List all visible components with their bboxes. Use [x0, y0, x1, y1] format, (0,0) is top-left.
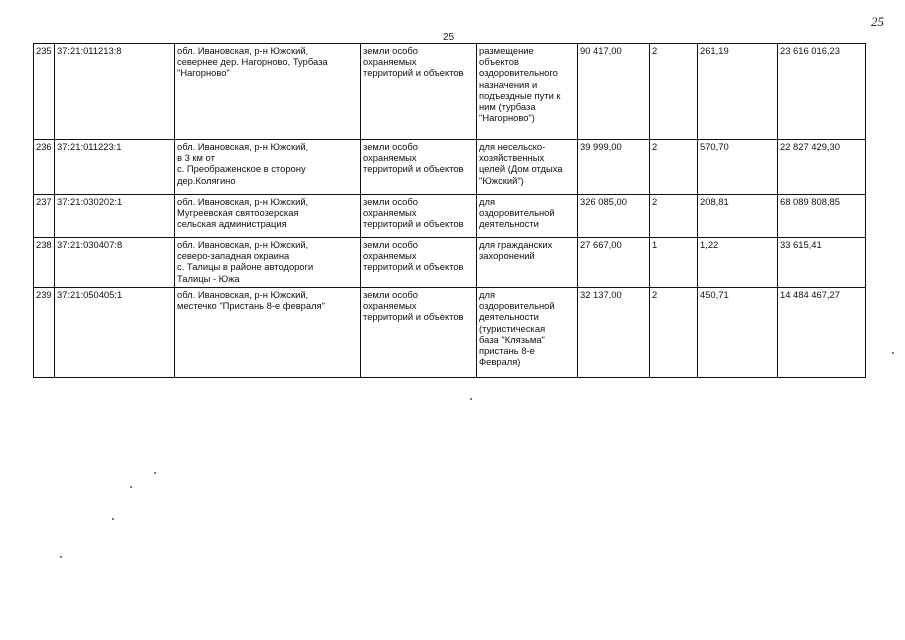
permitted-use: для оздоровительной деятельности (туристическая база "Клязьма" пристань 8-е Февраля) [477, 288, 578, 378]
cadastral-value: 23 616 016,23 [778, 44, 866, 140]
scan-speck [112, 518, 114, 520]
permitted-use: для гражданских захоронений [477, 238, 578, 288]
permitted-use: для несельско- хозяйственных целей (Дом отдыха "Южский") [477, 140, 578, 195]
table-row [34, 195, 866, 238]
scan-speck [470, 398, 472, 400]
permitted-use: размещение объектов оздоровительного назначения и подъездные пути к ним (турбаза "Нагорново") [477, 44, 578, 140]
address: обл. Ивановская, р-н Южский, местечко "Пристань 8-е февраля" [175, 288, 361, 378]
land-category: земли особо охраняемых территорий и объектов [361, 44, 477, 140]
area: 326 085,00 [578, 195, 650, 238]
group: 2 [650, 195, 698, 238]
scan-speck [130, 486, 132, 488]
row-number: 237 [34, 195, 55, 238]
cadastral-value: 33 615,41 [778, 238, 866, 288]
specific-value: 570,70 [698, 140, 778, 195]
area: 90 417,00 [578, 44, 650, 140]
land-category: земли особо охраняемых территорий и объектов [361, 288, 477, 378]
cadastral-number: 37:21:030202:1 [55, 195, 175, 238]
scan-speck [154, 472, 156, 474]
cadastral-value: 14 484 467,27 [778, 288, 866, 378]
row-number: 239 [34, 288, 55, 378]
land-category: земли особо охраняемых территорий и объектов [361, 195, 477, 238]
cadastral-number: 37:21:011213:8 [55, 44, 175, 140]
specific-value: 450,71 [698, 288, 778, 378]
group: 2 [650, 44, 698, 140]
cadastral-number: 37:21:011223:1 [55, 140, 175, 195]
table-row [34, 238, 866, 288]
table-row [34, 288, 866, 378]
address: обл. Ивановская, р-н Южский, Мугреевская святоозерская сельская администрация [175, 195, 361, 238]
group: 1 [650, 238, 698, 288]
handwritten-page-number: 25 [871, 14, 884, 29]
area: 27 667,00 [578, 238, 650, 288]
specific-value: 208,81 [698, 195, 778, 238]
permitted-use: для оздоровительной деятельности [477, 195, 578, 238]
specific-value: 261,19 [698, 44, 778, 140]
cadastral-value: 68 089 808,85 [778, 195, 866, 238]
cadastral-value: 22 827 429,30 [778, 140, 866, 195]
address: обл. Ивановская, р-н Южский, северо-западная окраина с. Талицы в районе автодороги Талицы - Южа [175, 238, 361, 288]
scan-speck [60, 556, 62, 558]
cadastral-number: 37:21:050405:1 [55, 288, 175, 378]
specific-value: 1,22 [698, 238, 778, 288]
row-number: 235 [34, 44, 55, 140]
land-category: земли особо охраняемых территорий и объектов [361, 140, 477, 195]
group: 2 [650, 288, 698, 378]
address: обл. Ивановская, р-н Южский, севернее дер. Нагорново, Турбаза "Нагорново" [175, 44, 361, 140]
cadastral-table [33, 43, 866, 378]
group: 2 [650, 140, 698, 195]
table-row [34, 44, 866, 140]
cadastral-number: 37:21:030407:8 [55, 238, 175, 288]
scan-speck [892, 352, 894, 354]
land-category: земли особо охраняемых территорий и объектов [361, 238, 477, 288]
area: 32 137,00 [578, 288, 650, 378]
address: обл. Ивановская, р-н Южский, в 3 км от с. Преображенское в сторону дер.Колягино [175, 140, 361, 195]
row-number: 238 [34, 238, 55, 288]
page-number: 25 [443, 32, 455, 43]
area: 39 999,00 [578, 140, 650, 195]
table-row [34, 140, 866, 195]
row-number: 236 [34, 140, 55, 195]
